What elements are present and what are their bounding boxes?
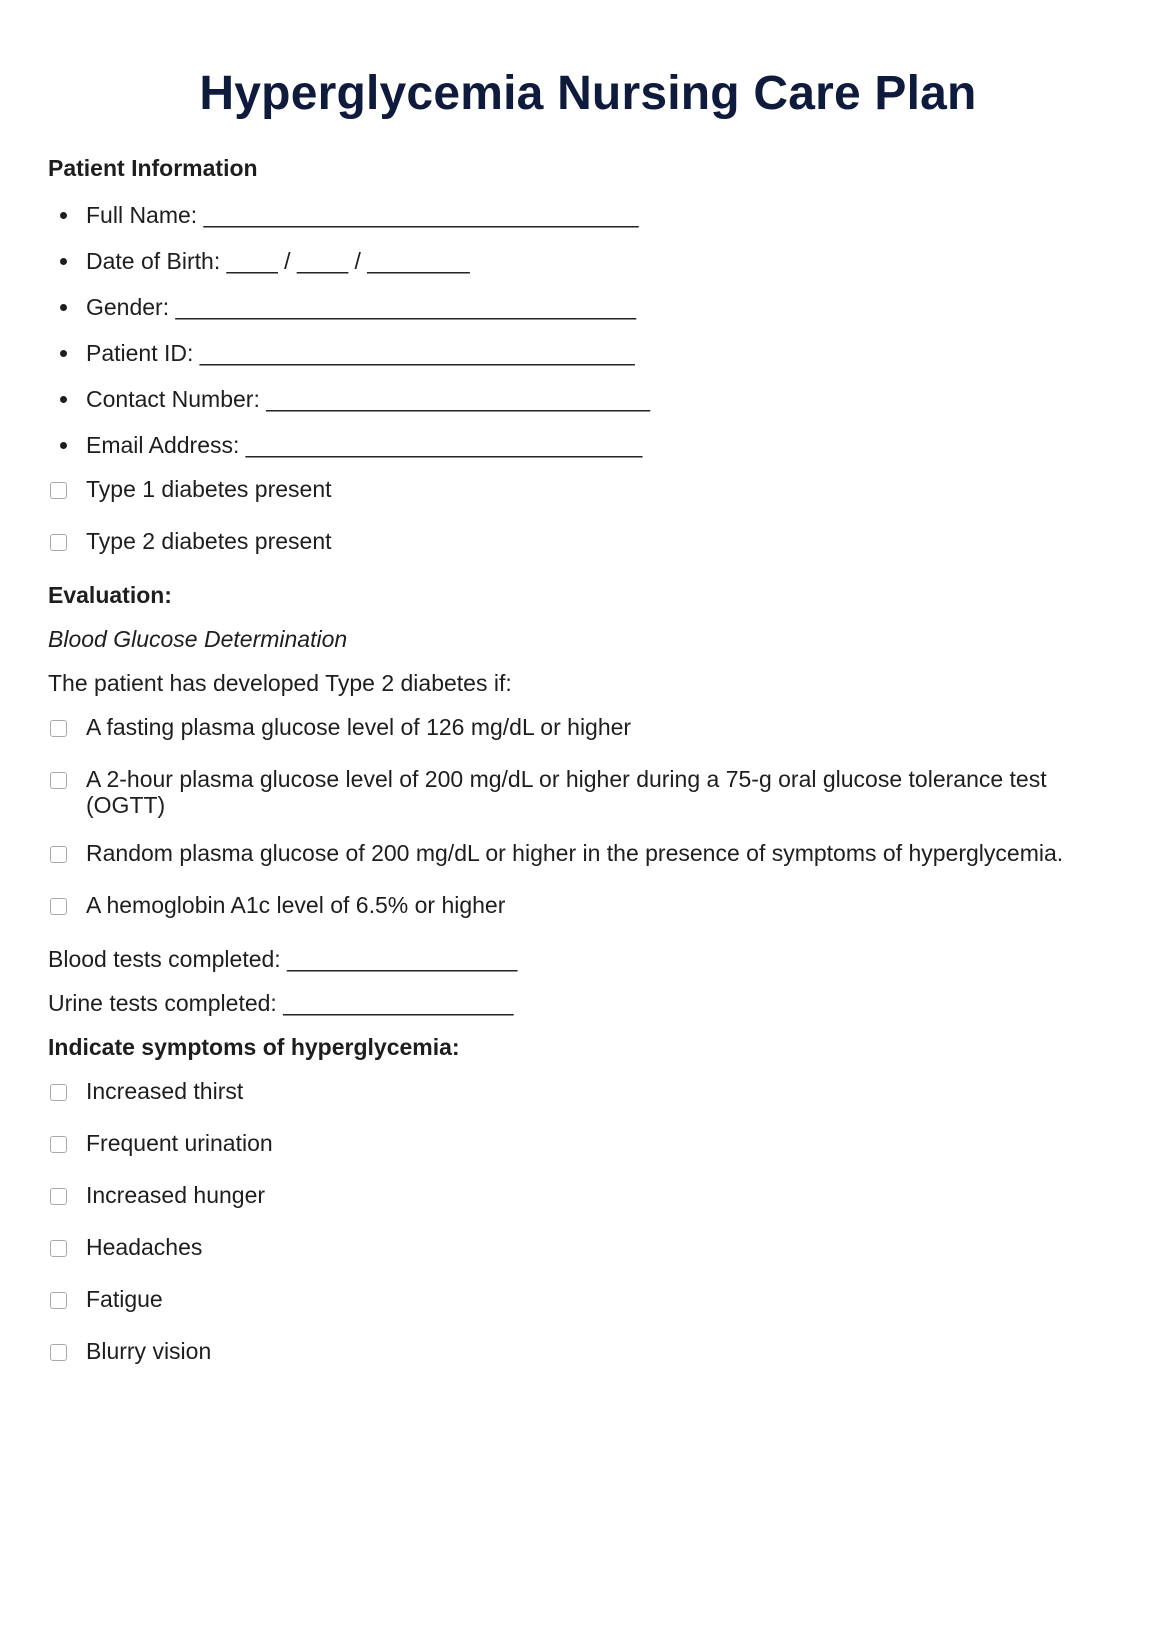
full-name-field[interactable] <box>48 200 1128 230</box>
criterion-fasting-glucose[interactable] <box>48 714 1128 744</box>
symptom-label: Headaches <box>86 1234 203 1260</box>
checkbox-icon[interactable] <box>50 772 67 789</box>
symptom-label: Frequent urination <box>86 1130 273 1156</box>
diagnostic-criteria-checklist <box>48 714 1128 922</box>
checkbox-icon[interactable] <box>50 720 67 737</box>
patient-id-field[interactable] <box>48 338 1128 368</box>
symptom-increased-hunger[interactable] <box>48 1182 1128 1212</box>
checkbox-icon[interactable] <box>50 1292 67 1309</box>
criterion-label: A hemoglobin A1c level of 6.5% or higher <box>86 892 506 918</box>
diabetes-type-checklist <box>48 476 1128 558</box>
checkbox-icon[interactable] <box>50 1240 67 1257</box>
contact-number-field[interactable] <box>48 384 1128 414</box>
full-name-label: Full Name: __________________________________ <box>86 202 639 228</box>
bullet-icon <box>60 258 67 265</box>
gender-label: Gender: ____________________________________ <box>86 294 636 320</box>
criterion-label: Random plasma glucose of 200 mg/dL or higher in the presence of symptoms of hyperglycemia. <box>86 840 1064 866</box>
symptom-label: Increased hunger <box>86 1182 266 1208</box>
patient-id-label: Patient ID: __________________________________ <box>86 340 635 366</box>
symptom-increased-thirst[interactable] <box>48 1078 1128 1108</box>
symptom-label: Increased thirst <box>86 1078 244 1104</box>
symptoms-heading: Indicate symptoms of hyperglycemia: <box>48 1034 460 1060</box>
patient-information-heading: Patient Information <box>48 155 258 181</box>
criterion-random-glucose[interactable] <box>48 840 1128 870</box>
gender-field[interactable] <box>48 292 1128 322</box>
criterion-hba1c[interactable] <box>48 892 1128 922</box>
date-of-birth-label: Date of Birth: ____ / ____ / ________ <box>86 248 470 274</box>
checkbox-icon[interactable] <box>50 1136 67 1153</box>
document-title: Hyperglycemia Nursing Care Plan <box>199 67 977 120</box>
evaluation-intro: The patient has developed Type 2 diabetes if: <box>48 670 512 696</box>
blood-tests-field[interactable]: Blood tests completed: __________________ <box>48 946 518 972</box>
type-1-diabetes-option[interactable] <box>48 476 1128 506</box>
email-address-field[interactable] <box>48 430 1128 460</box>
criterion-ogtt[interactable] <box>48 766 1128 818</box>
symptom-headaches[interactable] <box>48 1234 1128 1264</box>
symptom-frequent-urination[interactable] <box>48 1130 1128 1160</box>
bullet-icon <box>60 396 67 403</box>
blood-glucose-subheading: Blood Glucose Determination <box>48 626 348 652</box>
type-2-diabetes-option[interactable] <box>48 528 1128 558</box>
urine-tests-field[interactable]: Urine tests completed: __________________ <box>48 990 514 1016</box>
bullet-icon <box>60 442 67 449</box>
bullet-icon <box>60 350 67 357</box>
evaluation-heading: Evaluation: <box>48 582 172 608</box>
checkbox-icon[interactable] <box>50 1188 67 1205</box>
checkbox-icon[interactable] <box>50 534 67 551</box>
checkbox-icon[interactable] <box>50 482 67 499</box>
patient-information-fields <box>48 200 1128 460</box>
symptom-fatigue[interactable] <box>48 1286 1128 1316</box>
type-2-diabetes-label: Type 2 diabetes present <box>86 528 332 554</box>
bullet-icon <box>60 212 67 219</box>
symptoms-checklist <box>48 1078 1128 1368</box>
symptom-blurry-vision[interactable] <box>48 1338 1128 1368</box>
type-1-diabetes-label: Type 1 diabetes present <box>86 476 332 502</box>
contact-number-label: Contact Number: ______________________________ <box>86 386 650 412</box>
email-address-label: Email Address: _______________________________ <box>86 432 643 458</box>
checkbox-icon[interactable] <box>50 846 67 863</box>
checkbox-icon[interactable] <box>50 1084 67 1101</box>
date-of-birth-field[interactable] <box>48 246 1128 276</box>
symptom-label: Blurry vision <box>86 1338 212 1364</box>
checkbox-icon[interactable] <box>50 1344 67 1361</box>
checkbox-icon[interactable] <box>50 898 67 915</box>
symptom-label: Fatigue <box>86 1286 163 1312</box>
bullet-icon <box>60 304 67 311</box>
criterion-label: A fasting plasma glucose level of 126 mg/dL or higher <box>86 714 632 740</box>
criterion-label: A 2-hour plasma glucose level of 200 mg/dL or higher during a 75-g oral glucose tolerance test (OGTT) <box>86 766 1047 818</box>
